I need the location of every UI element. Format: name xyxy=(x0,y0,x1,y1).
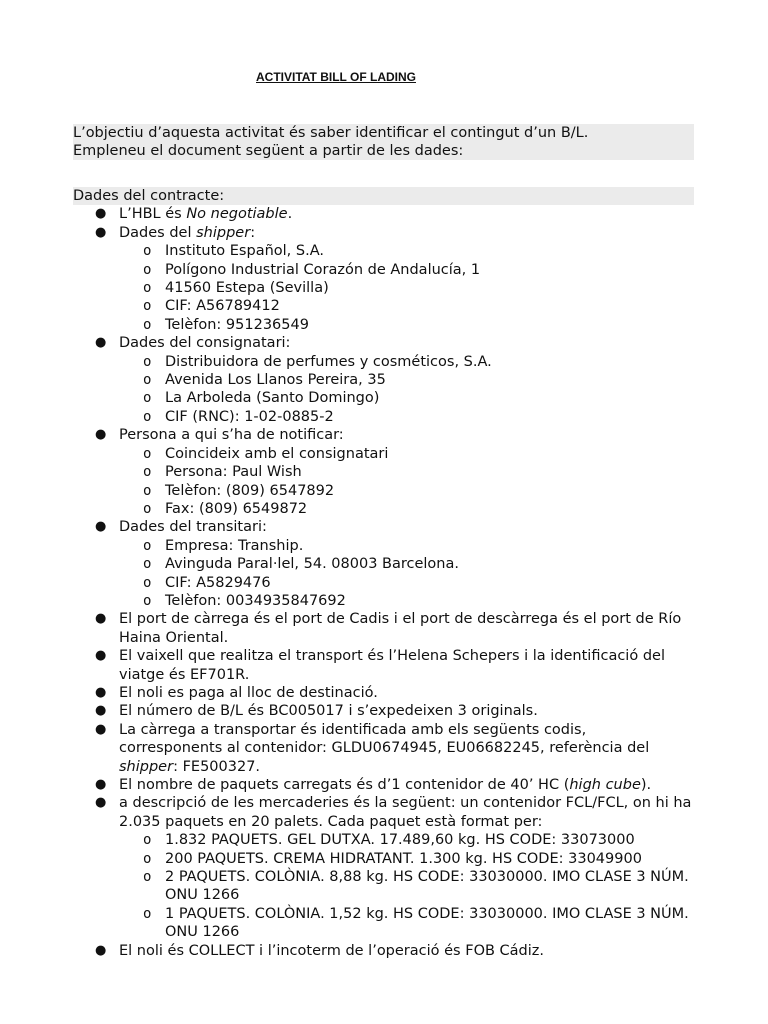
document-title: ACTIVITAT BILL OF LADING xyxy=(256,70,416,84)
list-item-text xyxy=(119,427,344,443)
sub-list-item xyxy=(119,574,694,592)
circle-bullet-icon: o xyxy=(143,372,152,389)
list-item-text xyxy=(119,225,255,241)
list-item xyxy=(73,942,694,960)
sub-list-item-text: Fax: (809) 6549872 xyxy=(165,500,308,517)
sub-list-item xyxy=(119,463,694,481)
sub-list-item xyxy=(119,500,694,518)
text-segment: El vaixell que realitza el transport és l’Helena Schepers i la identificació del viatge és EF701R. xyxy=(119,648,665,683)
circle-bullet-icon: o xyxy=(143,537,152,554)
sub-list-item xyxy=(119,389,694,407)
circle-bullet-icon: o xyxy=(143,850,152,867)
circle-bullet-icon: o xyxy=(143,574,152,591)
circle-bullet-icon: o xyxy=(143,261,152,278)
sub-list xyxy=(119,537,694,611)
sub-list-item xyxy=(119,831,694,849)
text-segment: a descripció de les mercaderies és la següent: un contenidor FCL/FCL, on hi ha 2.035 paquets en 20 palets. Cada paquet està format per: xyxy=(119,795,692,830)
sub-list-item xyxy=(119,445,694,463)
circle-bullet-icon: o xyxy=(143,592,152,609)
list-item-text xyxy=(119,943,544,959)
list-item-text xyxy=(119,648,665,682)
circle-bullet-icon: o xyxy=(143,298,152,315)
bullet-icon: ● xyxy=(95,721,107,737)
sub-list-item-text: La Arboleda (Santo Domingo) xyxy=(165,390,380,407)
intro-line-2: Empleneu el document següent a partir de les dades: xyxy=(73,143,464,159)
sub-list-item xyxy=(119,353,694,371)
italic-segment: shipper xyxy=(196,224,251,241)
bullet-icon: ● xyxy=(95,335,107,351)
bullet-icon: ● xyxy=(95,427,107,443)
text-segment: . xyxy=(287,206,293,223)
intro-block xyxy=(73,124,694,160)
sub-list-item xyxy=(119,905,694,942)
list-item xyxy=(73,702,694,720)
circle-bullet-icon: o xyxy=(143,280,152,297)
list-item xyxy=(73,518,694,610)
sub-list-item-text: CIF (RNC): 1-02-0885-2 xyxy=(165,408,334,425)
list-item xyxy=(73,684,694,702)
sub-list-item xyxy=(119,371,694,389)
text-segment: Persona a qui s’ha de notificar: xyxy=(119,427,344,444)
sub-list-item-text: 41560 Estepa (Sevilla) xyxy=(165,280,329,297)
sub-list-item xyxy=(119,297,694,315)
circle-bullet-icon: o xyxy=(143,500,152,517)
text-segment: : FE500327. xyxy=(173,758,261,775)
list-item-text xyxy=(119,777,651,793)
text-segment: Dades del xyxy=(119,224,197,241)
circle-bullet-icon: o xyxy=(143,482,152,499)
sub-list-item-text: Avenida Los Llanos Pereira, 35 xyxy=(165,372,386,389)
sub-list-item xyxy=(119,482,694,500)
circle-bullet-icon: o xyxy=(143,445,152,462)
text-segment: Dades del consignatari: xyxy=(119,335,291,352)
bullet-icon: ● xyxy=(95,942,107,958)
sub-list-item-text: Persona: Paul Wish xyxy=(165,464,302,481)
italic-segment: shipper xyxy=(119,758,174,775)
intro-line-1: L’objectiu d’aquesta activitat és saber identificar el contingut d’un B/L. xyxy=(73,125,589,141)
bullet-icon: ● xyxy=(95,611,107,627)
circle-bullet-icon: o xyxy=(143,353,152,370)
bullet-icon: ● xyxy=(95,777,107,792)
list-item xyxy=(73,794,694,941)
sub-list-item-text: CIF: A56789412 xyxy=(165,298,280,315)
circle-bullet-icon: o xyxy=(143,556,152,573)
circle-bullet-icon: o xyxy=(143,464,152,481)
circle-bullet-icon: o xyxy=(143,316,152,333)
sub-list-item-text: Empresa: Tranship. xyxy=(165,537,304,554)
list-item-text xyxy=(119,722,649,775)
text-segment: El noli és COLLECT i l’incoterm de l’operació és FOB Cádiz. xyxy=(119,942,544,959)
sub-list-item xyxy=(119,316,694,334)
text-segment: El noli es paga al lloc de destinació. xyxy=(119,684,378,701)
text-segment: La càrrega a transportar és identificada amb els següents codis, corresponents al contenidor: GLDU0674945, EU06682245, referència del xyxy=(119,721,650,757)
list-item-text xyxy=(119,335,290,351)
sub-list-item xyxy=(119,242,694,260)
list-item xyxy=(73,205,694,223)
sub-list-item-text: Telèfon: (809) 6547892 xyxy=(165,482,335,499)
circle-bullet-icon: o xyxy=(143,905,152,922)
list-item xyxy=(73,426,694,518)
sub-list-item xyxy=(119,868,694,905)
list-item xyxy=(73,721,694,776)
sub-list-item-text: CIF: A5829476 xyxy=(165,574,271,591)
sub-list-item xyxy=(119,537,694,555)
circle-bullet-icon: o xyxy=(143,832,152,849)
bullet-icon: ● xyxy=(95,684,107,700)
list-item-text xyxy=(119,611,681,645)
text-segment: El nombre de paquets carregats és d’1 contenidor de 40’ HC ( xyxy=(119,777,570,793)
sub-list-item-text: Telèfon: 951236549 xyxy=(165,316,309,333)
text-segment: ). xyxy=(640,777,652,793)
list-item-text xyxy=(119,206,292,222)
sub-list-item-text: Instituto Español, S.A. xyxy=(165,243,324,260)
contract-list xyxy=(73,205,694,960)
italic-segment: No negotiable xyxy=(186,206,288,223)
list-item xyxy=(73,224,694,334)
sub-list-item-text: Distribuidora de perfumes y cosméticos, S.A. xyxy=(165,353,492,370)
circle-bullet-icon: o xyxy=(143,408,152,425)
sub-list-item-text: Polígono Industrial Corazón de Andalucía, 1 xyxy=(165,261,481,278)
contract-data xyxy=(73,187,694,960)
sub-list-item-text: 1.832 PAQUETS. GEL DUTXA. 17.489,60 kg. HS CODE: 33073000 xyxy=(165,832,635,849)
sub-list-item xyxy=(119,555,694,573)
sub-list-item-text: Coincideix amb el consignatari xyxy=(165,445,389,462)
bullet-icon: ● xyxy=(95,648,107,664)
list-item-text xyxy=(119,519,267,535)
text-segment: El port de càrrega és el port de Cadis i el port de descàrrega és el port de Río Haina Oriental. xyxy=(119,611,682,646)
list-item xyxy=(73,647,694,684)
text-segment: Dades del transitari: xyxy=(119,519,267,536)
section-heading: Dades del contracte: xyxy=(73,187,694,205)
sub-list xyxy=(119,831,694,941)
sub-list-item xyxy=(119,592,694,610)
circle-bullet-icon: o xyxy=(143,869,152,886)
text-segment: El número de B/L és BC005017 i s’expedeixen 3 originals. xyxy=(119,703,538,720)
bullet-icon: ● xyxy=(95,519,107,535)
circle-bullet-icon: o xyxy=(143,243,152,260)
sub-list-item xyxy=(119,850,694,868)
sub-list-item xyxy=(119,408,694,426)
text-segment: L’HBL és xyxy=(119,206,187,223)
sub-list-item xyxy=(119,279,694,297)
list-item xyxy=(73,334,694,426)
sub-list xyxy=(119,242,694,334)
italic-segment: high cube xyxy=(569,777,641,793)
bullet-icon: ● xyxy=(95,224,107,240)
sub-list-item-text: 200 PAQUETS. CREMA HIDRATANT. 1.300 kg. HS CODE: 33049900 xyxy=(165,850,642,867)
list-item-text xyxy=(119,795,691,829)
sub-list-item xyxy=(119,261,694,279)
list-item-text xyxy=(119,685,378,701)
circle-bullet-icon: o xyxy=(143,390,152,407)
list-item-text xyxy=(119,703,538,719)
sub-list-item-text: Avinguda Paral·lel, 54. 08003 Barcelona. xyxy=(165,556,459,573)
sub-list-item-text: Telèfon: 0034935847692 xyxy=(165,592,346,609)
sub-list-item-text: 1 PAQUETS. COLÒNIA. 1,52 kg. HS CODE: 33030000. IMO CLASE 3 NÚM. ONU 1266 xyxy=(165,905,689,941)
sub-list xyxy=(119,445,694,519)
text-segment: : xyxy=(250,224,256,241)
list-item xyxy=(73,610,694,647)
bullet-icon: ● xyxy=(95,795,107,811)
list-item xyxy=(73,776,694,794)
bullet-icon: ● xyxy=(95,206,107,222)
bullet-icon: ● xyxy=(95,703,107,719)
sub-list-item-text: 2 PAQUETS. COLÒNIA. 8,88 kg. HS CODE: 33030000. IMO CLASE 3 NÚM. ONU 1266 xyxy=(165,869,689,904)
sub-list xyxy=(119,353,694,427)
